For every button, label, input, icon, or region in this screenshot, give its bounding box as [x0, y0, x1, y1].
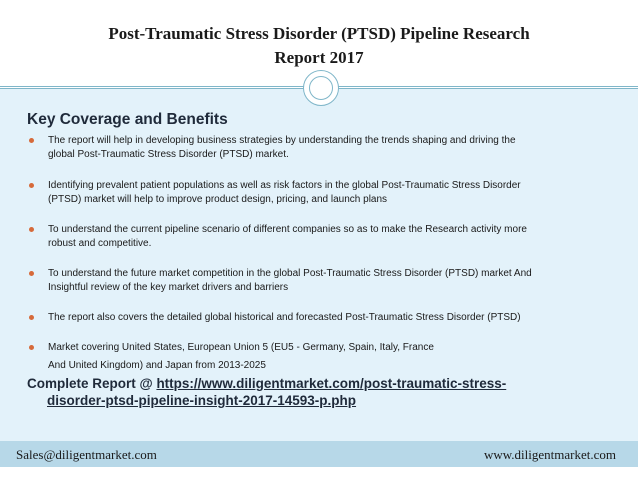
bullet-item — [29, 134, 609, 162]
complete-report-link[interactable]: https://www.diligentmarket.com/post-traumatic-stress- — [156, 376, 507, 391]
bullet-dot-icon — [29, 138, 34, 143]
bullet-dot-icon — [29, 345, 34, 350]
section-heading: Key Coverage and Benefits — [27, 111, 228, 128]
bullet-text-line-1: The report will help in developing business strategies by understanding the trends shaping and driving the — [48, 135, 516, 146]
bullet-dot-icon — [29, 315, 34, 320]
bullet-item — [29, 339, 609, 375]
bullet-text-line-2: Insightful review of the key market drivers and barriers — [48, 282, 289, 293]
content-panel — [0, 89, 638, 441]
decorative-inner-circle-icon — [309, 76, 333, 100]
footer-email-link[interactable]: Sales@diligentmarket.com — [16, 447, 157, 462]
bullet-text-line-2: (PTSD) market will help to improve product design, pricing, and launch plans — [48, 194, 388, 205]
bullet-dot-icon — [29, 183, 34, 188]
bullet-text-line-1: To understand the future market competition in the global Post-Traumatic Stress Disorder (PTSD) market And — [48, 268, 532, 279]
bullet-item — [29, 267, 609, 295]
bullet-text-line-1: The report also covers the detailed global historical and forecasted Post-Traumatic Stress Disorder (PTSD) — [48, 312, 521, 323]
footer — [0, 441, 638, 479]
bullet-item — [29, 311, 609, 325]
bullet-text-line-2: And United Kingdom) and Japan from 2013-2025 — [48, 360, 266, 371]
bullet-dot-icon — [29, 271, 34, 276]
bullet-text-line-1: Identifying prevalent patient populations as well as risk factors in the global Post-Traumatic Stress Disorder — [48, 180, 521, 191]
complete-report — [27, 375, 627, 409]
bullet-text-line-2: robust and competitive. — [48, 238, 152, 249]
bullet-text-line-1: Market covering United States, European Union 5 (EU5 - Germany, Spain, Italy, France — [48, 342, 434, 353]
decorative-circle-icon — [303, 70, 339, 106]
bullet-text-line-2: global Post-Traumatic Stress Disorder (PTSD) market. — [48, 149, 289, 160]
complete-report-label: Complete Report @ — [27, 376, 157, 391]
bullet-item — [29, 223, 609, 251]
title-line-2: Report 2017 — [274, 48, 364, 67]
bullet-text-line-1: To understand the current pipeline scenario of different companies so as to make the Research activity more — [48, 224, 527, 235]
complete-report-link-continued[interactable]: disorder-ptsd-pipeline-insight-2017-14593-p.php — [47, 393, 357, 408]
bullet-dot-icon — [29, 227, 34, 232]
footer-website-link[interactable]: www.diligentmarket.com — [483, 447, 616, 462]
slide-title — [30, 22, 608, 70]
footer-bar — [0, 441, 638, 467]
title-line-1: Post-Traumatic Stress Disorder (PTSD) Pipeline Research — [108, 24, 530, 43]
bullet-item — [29, 179, 609, 207]
